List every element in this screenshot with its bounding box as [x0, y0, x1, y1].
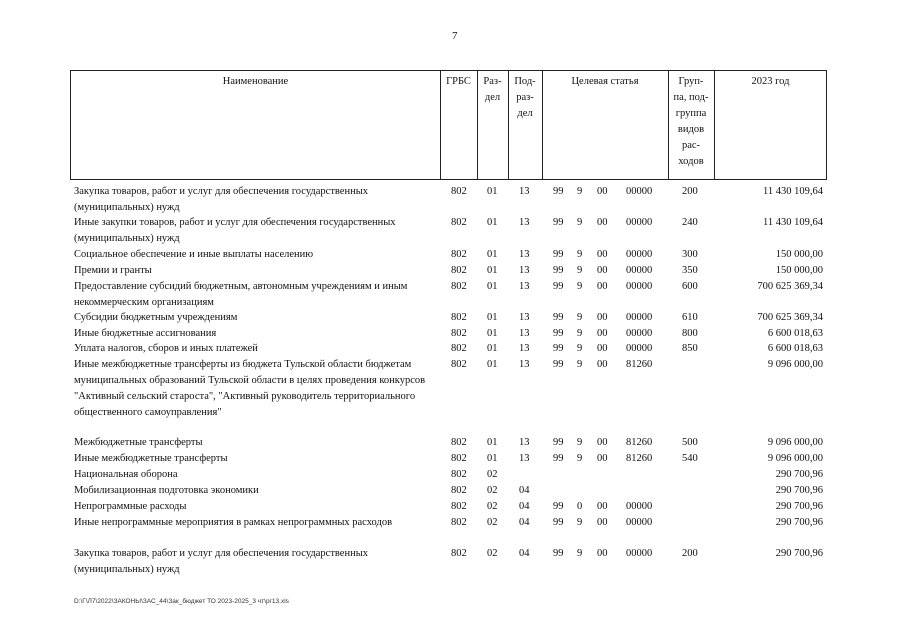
- row-podrazdel: 13: [519, 312, 530, 323]
- row-target-3: 00: [597, 281, 608, 292]
- row-razdel: 01: [487, 343, 498, 354]
- row-target-4: 00000: [626, 186, 653, 197]
- header-group: Груп- па, под- группа видов рас- ходов: [673, 76, 709, 167]
- row-target-3: 00: [597, 328, 608, 339]
- row-podrazdel: 04: [519, 501, 530, 512]
- row-target-4: 00000: [626, 265, 653, 276]
- row-grbs: 802: [451, 312, 467, 323]
- row-amount: 700 625 369,34: [757, 312, 823, 323]
- row-target-2: 9: [577, 249, 583, 260]
- row-target-4: 00000: [626, 501, 653, 512]
- row-razdel: 02: [487, 501, 498, 512]
- row-group: 800: [682, 328, 698, 339]
- row-razdel: 01: [487, 186, 498, 197]
- row-grbs: 802: [451, 453, 467, 464]
- row-grbs: 802: [451, 485, 467, 496]
- row-target-4: 81260: [626, 453, 653, 464]
- row-target-1: 99: [553, 312, 564, 323]
- row-target-1: 99: [553, 437, 564, 448]
- header-grbs: ГРБС: [446, 76, 471, 87]
- row-amount: 9 096 000,00: [767, 437, 823, 448]
- row-target-1: 99: [553, 281, 564, 292]
- row-podrazdel: 13: [519, 343, 530, 354]
- row-amount: 6 600 018,63: [767, 328, 823, 339]
- row-grbs: 802: [451, 186, 467, 197]
- row-group: 500: [682, 437, 698, 448]
- row-podrazdel: 13: [519, 359, 530, 370]
- row-target-1: 99: [553, 186, 564, 197]
- row-group: 540: [682, 453, 698, 464]
- row-target-1: 99: [553, 359, 564, 370]
- row-amount: 11 430 109,64: [763, 217, 823, 228]
- row-amount: 290 700,96: [775, 548, 823, 559]
- row-name: Иные межбюджетные трансферты: [74, 453, 228, 464]
- row-amount: 290 700,96: [775, 517, 823, 528]
- row-name: Закупка товаров, работ и услуг для обеспечения государственных (муниципальных) нужд: [74, 548, 369, 575]
- row-name: Иные межбюджетные трансферты из бюджета Тульской области бюджетам муниципальных образований Тульской области в целях проведения конкурсов "Активный сельский староста", "Активный руководитель территориального общественного самоуправления": [74, 359, 426, 418]
- row-group: 240: [682, 217, 698, 228]
- row-target-2: 9: [577, 281, 583, 292]
- row-grbs: 802: [451, 249, 467, 260]
- row-grbs: 802: [451, 281, 467, 292]
- row-target-3: 00: [597, 312, 608, 323]
- row-name: Закупка товаров, работ и услуг для обеспечения государственных (муниципальных) нужд: [74, 186, 369, 213]
- row-target-4: 00000: [626, 328, 653, 339]
- row-target-2: 9: [577, 312, 583, 323]
- row-name: Межбюджетные трансферты: [74, 437, 203, 448]
- row-razdel: 02: [487, 485, 498, 496]
- row-amount: 6 600 018,63: [767, 343, 823, 354]
- row-name: Предоставление субсидий бюджетным, автономным учреждениям и иным некоммерческим организациям: [74, 281, 408, 308]
- row-grbs: 802: [451, 437, 467, 448]
- row-target-3: 00: [597, 359, 608, 370]
- row-group: 600: [682, 281, 698, 292]
- row-podrazdel: 13: [519, 186, 530, 197]
- row-target-4: 00000: [626, 312, 653, 323]
- row-target-3: 00: [597, 548, 608, 559]
- row-target-2: 9: [577, 186, 583, 197]
- row-razdel: 02: [487, 469, 498, 480]
- row-razdel: 01: [487, 453, 498, 464]
- row-razdel: 01: [487, 437, 498, 448]
- row-target-2: 9: [577, 217, 583, 228]
- row-grbs: 802: [451, 217, 467, 228]
- row-target-1: 99: [553, 249, 564, 260]
- row-group: 200: [682, 548, 698, 559]
- row-target-1: 99: [553, 453, 564, 464]
- row-name: Иные бюджетные ассигнования: [74, 328, 217, 339]
- row-grbs: 802: [451, 517, 467, 528]
- row-podrazdel: 13: [519, 437, 530, 448]
- row-target-2: 9: [577, 437, 583, 448]
- row-razdel: 01: [487, 312, 498, 323]
- row-target-3: 00: [597, 265, 608, 276]
- row-target-3: 00: [597, 217, 608, 228]
- file-path-footer: D:\Г\Л7\2022\ЗАКОНЫ\ЗАС_44\Зак_бюджет ТО 2023-2025_3 чт\рг13.xls: [74, 598, 289, 605]
- row-podrazdel: 13: [519, 249, 530, 260]
- header-name: Наименование: [222, 76, 289, 87]
- row-target-4: 00000: [626, 343, 653, 354]
- row-razdel: 02: [487, 548, 498, 559]
- row-grbs: 802: [451, 328, 467, 339]
- row-razdel: 02: [487, 517, 498, 528]
- row-grbs: 802: [451, 548, 467, 559]
- row-target-3: 00: [597, 249, 608, 260]
- header-target: Целевая статья: [571, 76, 639, 87]
- row-target-3: 00: [597, 501, 608, 512]
- page-number: 7: [452, 30, 458, 42]
- row-target-4: 00000: [626, 548, 653, 559]
- row-amount: 290 700,96: [775, 485, 823, 496]
- row-group: 300: [682, 249, 698, 260]
- row-amount: 290 700,96: [775, 469, 823, 480]
- row-amount: 290 700,96: [775, 501, 823, 512]
- row-podrazdel: 04: [519, 485, 530, 496]
- row-grbs: 802: [451, 265, 467, 276]
- row-name: Иные непрограммные мероприятия в рамках непрограммных расходов: [74, 517, 393, 528]
- row-grbs: 802: [451, 359, 467, 370]
- row-grbs: 802: [451, 469, 467, 480]
- row-podrazdel: 13: [519, 328, 530, 339]
- row-grbs: 802: [451, 501, 467, 512]
- row-name: Непрограммные расходы: [74, 501, 187, 512]
- row-target-3: 00: [597, 437, 608, 448]
- row-amount: 9 096 000,00: [767, 359, 823, 370]
- row-razdel: 01: [487, 265, 498, 276]
- row-target-2: 0: [577, 501, 583, 512]
- header-podrazdel: Под- раз- дел: [514, 76, 536, 119]
- row-razdel: 01: [487, 359, 498, 370]
- row-target-2: 9: [577, 328, 583, 339]
- row-target-2: 9: [577, 265, 583, 276]
- row-podrazdel: 13: [519, 265, 530, 276]
- row-name: Иные закупки товаров, работ и услуг для обеспечения государственных (муниципальных) нужд: [74, 217, 396, 244]
- row-target-3: 00: [597, 517, 608, 528]
- row-target-2: 9: [577, 453, 583, 464]
- row-target-1: 99: [553, 501, 564, 512]
- row-target-2: 9: [577, 359, 583, 370]
- row-name: Национальная оборона: [74, 469, 178, 480]
- row-target-4: 81260: [626, 359, 653, 370]
- row-group: 610: [682, 312, 698, 323]
- row-razdel: 01: [487, 217, 498, 228]
- row-target-3: 00: [597, 343, 608, 354]
- row-podrazdel: 13: [519, 281, 530, 292]
- row-target-1: 99: [553, 265, 564, 276]
- row-target-3: 00: [597, 186, 608, 197]
- row-amount: 700 625 369,34: [757, 281, 823, 292]
- row-razdel: 01: [487, 281, 498, 292]
- row-target-4: 81260: [626, 437, 653, 448]
- row-target-1: 99: [553, 517, 564, 528]
- row-target-2: 9: [577, 517, 583, 528]
- row-name: Премии и гранты: [74, 265, 152, 276]
- row-podrazdel: 13: [519, 217, 530, 228]
- row-target-1: 99: [553, 343, 564, 354]
- header-year: 2023 год: [751, 76, 790, 87]
- row-target-4: 00000: [626, 249, 653, 260]
- row-amount: 150 000,00: [775, 249, 823, 260]
- row-target-1: 99: [553, 548, 564, 559]
- row-target-3: 00: [597, 453, 608, 464]
- row-name: Мобилизационная подготовка экономики: [74, 485, 259, 496]
- row-name: Социальное обеспечение и иные выплаты населению: [74, 249, 314, 260]
- row-podrazdel: 04: [519, 548, 530, 559]
- row-group: 200: [682, 186, 698, 197]
- row-grbs: 802: [451, 343, 467, 354]
- row-group: 350: [682, 265, 698, 276]
- row-name: Уплата налогов, сборов и иных платежей: [74, 343, 258, 354]
- row-razdel: 01: [487, 249, 498, 260]
- row-target-2: 9: [577, 548, 583, 559]
- row-group: 850: [682, 343, 698, 354]
- row-name: Субсидии бюджетным учреждениям: [74, 312, 238, 323]
- row-podrazdel: 04: [519, 517, 530, 528]
- row-target-1: 99: [553, 328, 564, 339]
- row-target-2: 9: [577, 343, 583, 354]
- row-target-4: 00000: [626, 217, 653, 228]
- row-amount: 11 430 109,64: [763, 186, 823, 197]
- row-target-1: 99: [553, 217, 564, 228]
- row-razdel: 01: [487, 328, 498, 339]
- row-target-4: 00000: [626, 517, 653, 528]
- row-amount: 9 096 000,00: [767, 453, 823, 464]
- header-razdel: Раз- дел: [483, 76, 502, 103]
- row-amount: 150 000,00: [775, 265, 823, 276]
- row-target-4: 00000: [626, 281, 653, 292]
- row-podrazdel: 13: [519, 453, 530, 464]
